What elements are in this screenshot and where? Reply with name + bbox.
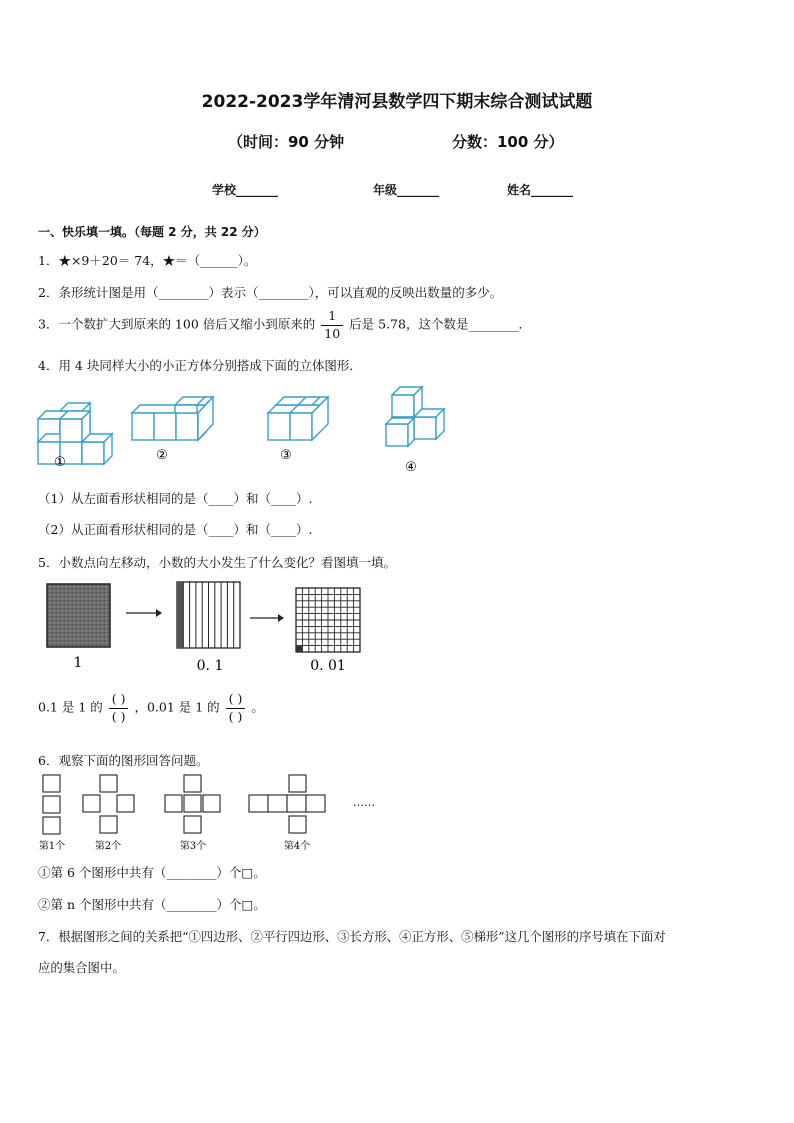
pattern-2 [83,775,134,833]
pattern-1 [43,775,60,834]
answer-middle: ，0.01 是 1 的 [134,699,220,715]
fraction-denominator: 10 [321,325,343,341]
figure-label-3: ③ [280,448,292,463]
pattern-4 [249,775,325,833]
school-field: 学校_______ [212,183,279,197]
decimal-grid-figures [38,578,378,678]
label-one: 1 [73,655,83,671]
question-6-sub2: ②第 n 个图形中共有（________）个□。 [38,897,266,912]
fraction-numerator: 1 [328,308,337,323]
total-score: 分数：100 分） [452,133,564,151]
question-3-post: 后是 5.78，这个数是________． [349,316,531,332]
pattern-ellipsis: …… [353,796,375,809]
question-5: 5．小数点向左移动，小数的大小发生了什么变化？看图填一填。 [38,555,396,570]
cube-figure-1 [38,403,112,464]
question-3 [38,310,531,340]
question-1: 1．★×9＋20＝ 74，★＝（______）。 [38,253,257,268]
pattern-label-3: 第3个 [179,841,207,852]
pattern-label-4: 第4个 [283,841,311,852]
pattern-3 [165,775,220,833]
question-2: 2．条形统计图是用（________）表示（________），可以直观的反映出数量的多少。 [38,285,503,300]
whole-square [47,584,110,647]
question-3-pre: 3．一个数扩大到原来的 100 倍后又缩小到原来的 [38,316,316,332]
tenths-square [177,582,240,648]
figure-label-2: ② [156,448,168,463]
answer-end: 。 [251,699,264,715]
hundredths-square [296,588,360,652]
name-field: 姓名_______ [507,183,574,197]
label-hundredth: 0. 01 [310,658,346,674]
question-4-sub1: （1）从左面看形状相同的是（____）和（____）. [38,491,313,506]
page-title: 2022-2023学年清河县数学四下期末综合测试试题 [201,92,593,112]
question-6-sub1: ①第 6 个图形中共有（________）个□。 [38,865,266,880]
question-6: 6．观察下面的图形回答问题。 [38,753,209,768]
pattern-label-2: 第2个 [94,841,122,852]
fraction-one-tenth [321,310,343,340]
pattern-label-1: 第1个 [38,841,66,852]
question-5-answer [38,693,264,723]
figure-label-4: ④ [405,460,417,475]
square-patterns [38,773,398,855]
question-7-line1: 7．根据图形之间的关系把“①四边形、②平行四边形、③长方形、④正方形、⑤梯形”这几个图形的序号填在下面对 [38,929,666,944]
label-tenth: 0. 1 [196,658,224,674]
time-limit: （时间：90 分钟 [228,133,345,151]
question-4-sub2: （2）从正面看形状相同的是（____）和（____）. [38,522,313,537]
question-4: 4．用 4 块同样大小的小正方体分别搭成下面的立体图形． [38,358,362,373]
answer-fraction-1: $\frac{( )}{( )}$ [109,693,129,723]
grade-field: 年级_______ [373,183,440,197]
figure-label-1: ① [54,455,66,470]
answer-prefix: 0.1 是 1 的 [38,699,103,715]
cube-figure-4 [386,387,444,446]
cube-figure-3 [268,397,328,440]
answer-fraction-2: $\frac{( )}{( )}$ [226,693,246,723]
cube-figure-2 [132,397,213,440]
section-heading: 一、快乐填一填。（每题 2 分，共 22 分） [38,225,266,239]
question-7-line2: 应的集合图中。 [38,960,125,975]
cube-figures [30,383,460,478]
